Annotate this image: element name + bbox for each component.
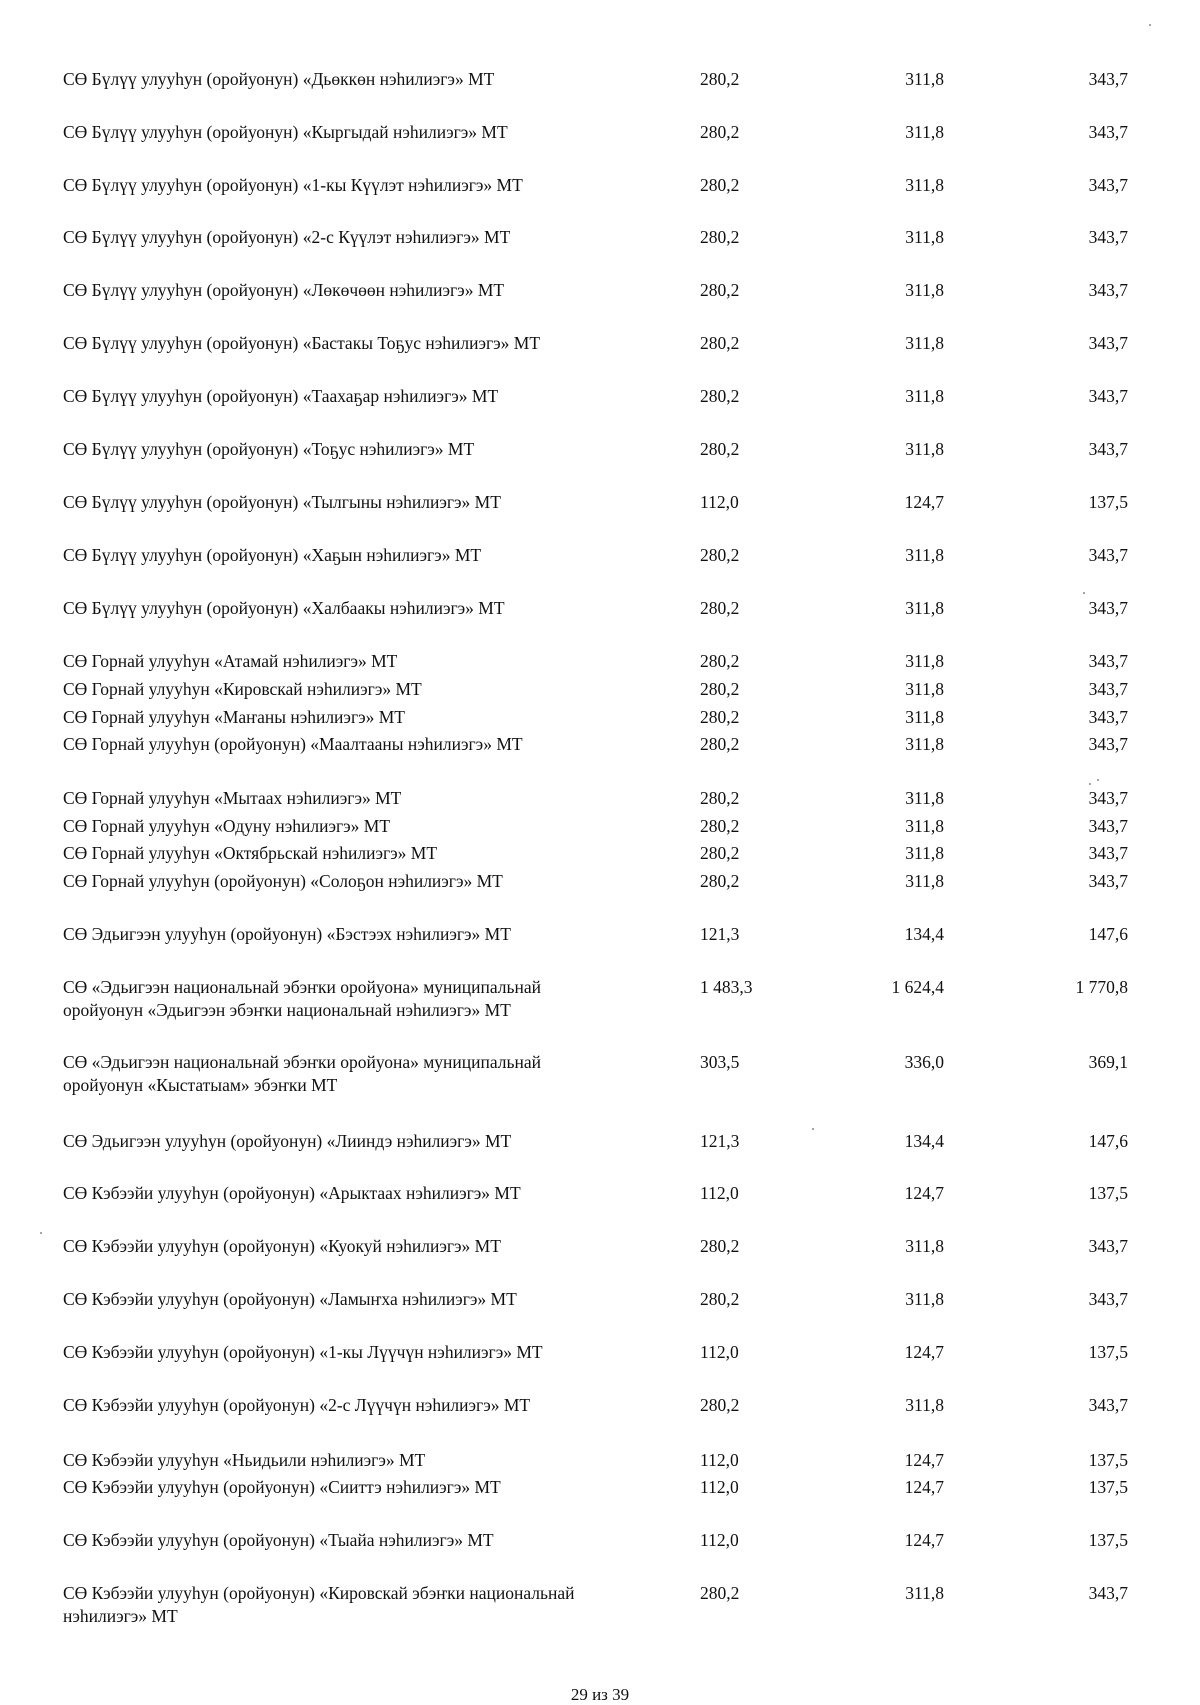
scan-speck bbox=[1089, 783, 1091, 785]
row-name: СӨ Кэбээйи улууһун (оройуонун) «Кировскай эбэҥки национальнай нэһилиэгэ» МТ bbox=[63, 1583, 575, 1626]
value-col-2: 311,8 bbox=[905, 679, 944, 699]
value-col-3: 343,7 bbox=[1088, 1289, 1128, 1309]
value-col-2: 311,8 bbox=[905, 598, 944, 618]
value-col-1: 121,3 bbox=[700, 924, 740, 944]
value-col-3: 147,6 bbox=[1088, 1131, 1128, 1151]
row-name: СӨ Бүлүү улууһун (оройуонун) «Бастакы Тоҕус нэһилиэгэ» МТ bbox=[63, 333, 541, 353]
value-col-3: 343,7 bbox=[1088, 734, 1128, 754]
value-col-3: 343,7 bbox=[1088, 843, 1128, 863]
value-col-1: 112,0 bbox=[700, 1477, 739, 1497]
value-col-3: 343,7 bbox=[1088, 545, 1128, 565]
row-name: СӨ Кэбээйи улууһун «Ньидьили нэһилиэгэ» МТ bbox=[63, 1450, 426, 1470]
row-name: СӨ «Эдьигээн национальнай эбэҥки оройуона» муниципальнай оройуонун «Кыстатыам» эбэҥки МТ bbox=[63, 1052, 542, 1095]
value-col-2: 311,8 bbox=[905, 816, 944, 836]
row-name: СӨ Кэбээйи улууһун (оройуонун) «Сииттэ нэһилиэгэ» МТ bbox=[63, 1477, 501, 1497]
value-col-3: 343,7 bbox=[1088, 598, 1128, 618]
value-col-2: 124,7 bbox=[904, 492, 944, 512]
value-col-1: 280,2 bbox=[700, 679, 740, 699]
value-col-3: 343,7 bbox=[1088, 439, 1128, 459]
value-col-3: 343,7 bbox=[1088, 816, 1128, 836]
value-col-1: 303,5 bbox=[700, 1052, 740, 1072]
value-col-3: 343,7 bbox=[1088, 69, 1128, 89]
value-col-3: 343,7 bbox=[1088, 1236, 1128, 1256]
value-col-1: 1 483,3 bbox=[700, 977, 753, 997]
value-col-1: 280,2 bbox=[700, 545, 740, 565]
value-col-1: 280,2 bbox=[700, 734, 740, 754]
row-name: СӨ Горнай улууһун «Кировскай нэһилиэгэ» МТ bbox=[63, 679, 422, 699]
value-col-1: 280,2 bbox=[700, 651, 740, 671]
value-col-2: 124,7 bbox=[904, 1477, 944, 1497]
row-name: СӨ «Эдьигээн национальнай эбэҥки оройуона» муниципальнай оройуонун «Эдьигээн эбэҥки национальнай нэһилиэгэ» МТ bbox=[63, 977, 542, 1020]
scan-speck bbox=[40, 1232, 42, 1234]
value-col-2: 311,8 bbox=[905, 707, 944, 727]
value-col-2: 311,8 bbox=[905, 69, 944, 89]
value-col-1: 280,2 bbox=[700, 788, 740, 808]
row-name: СӨ Бүлүү улууһун (оройуонун) «Тылгыны нэһилиэгэ» МТ bbox=[63, 492, 501, 512]
value-col-1: 112,0 bbox=[700, 1342, 739, 1362]
row-name: СӨ Бүлүү улууһун (оройуонун) «Лөкөчөөн нэһилиэгэ» МТ bbox=[63, 280, 505, 300]
value-col-1: 280,2 bbox=[700, 280, 740, 300]
scan-speck bbox=[1083, 592, 1085, 594]
value-col-1: 280,2 bbox=[700, 439, 740, 459]
value-col-1: 280,2 bbox=[700, 843, 740, 863]
value-col-2: 311,8 bbox=[905, 1236, 944, 1256]
row-name: СӨ Бүлүү улууһун (оройуонун) «Тоҕус нэһилиэгэ» МТ bbox=[63, 439, 475, 459]
row-name: СӨ Бүлүү улууһун (оройуонун) «Халбаакы нэһилиэгэ» МТ bbox=[63, 598, 505, 618]
value-col-2: 311,8 bbox=[905, 1583, 944, 1603]
value-col-1: 112,0 bbox=[700, 492, 739, 512]
value-col-3: 343,7 bbox=[1088, 651, 1128, 671]
row-name: СӨ Кэбээйи улууһун (оройуонун) «Ламыҥха нэһилиэгэ» МТ bbox=[63, 1289, 517, 1309]
row-name: СӨ Горнай улууһун «Маҥаны нэһилиэгэ» МТ bbox=[63, 707, 406, 727]
value-col-3: 137,5 bbox=[1088, 1342, 1128, 1362]
value-col-1: 280,2 bbox=[700, 1583, 740, 1603]
value-col-2: 311,8 bbox=[905, 843, 944, 863]
row-name: СӨ Горнай улууһун (оройуонун) «Маалтааны нэһилиэгэ» МТ bbox=[63, 734, 523, 754]
value-col-3: 343,7 bbox=[1088, 227, 1128, 247]
value-col-2: 311,8 bbox=[905, 439, 944, 459]
value-col-1: 112,0 bbox=[700, 1530, 739, 1550]
value-col-1: 280,2 bbox=[700, 333, 740, 353]
value-col-2: 1 624,4 bbox=[891, 977, 944, 997]
value-col-2: 311,8 bbox=[905, 386, 944, 406]
value-col-1: 112,0 bbox=[700, 1183, 739, 1203]
scan-speck bbox=[812, 1128, 814, 1130]
row-name: СӨ Бүлүү улууһун (оройуонун) «1-кы Күүлэт нэһилиэгэ» МТ bbox=[63, 175, 523, 195]
value-col-2: 311,8 bbox=[905, 651, 944, 671]
value-col-3: 137,5 bbox=[1088, 1450, 1128, 1470]
value-col-1: 280,2 bbox=[700, 227, 740, 247]
value-col-3: 343,7 bbox=[1088, 386, 1128, 406]
value-col-2: 311,8 bbox=[905, 333, 944, 353]
row-name: СӨ Бүлүү улууһун (оройуонун) «Хаҕын нэһилиэгэ» МТ bbox=[63, 545, 482, 565]
row-name: СӨ Кэбээйи улууһун (оройуонун) «Арыктаах нэһилиэгэ» МТ bbox=[63, 1183, 521, 1203]
row-name: СӨ Бүлүү улууһун (оройуонун) «2-с Күүлэт нэһилиэгэ» МТ bbox=[63, 227, 511, 247]
page-number: 29 из 39 bbox=[570, 1685, 630, 1704]
value-col-3: 137,5 bbox=[1088, 1477, 1128, 1497]
value-col-3: 369,1 bbox=[1088, 1052, 1128, 1072]
row-name: СӨ Эдьигээн улууһун (оройуонун) «Лииндэ нэһилиэгэ» МТ bbox=[63, 1131, 512, 1151]
row-name: СӨ Кэбээйи улууһун (оройуонун) «Куокуй нэһилиэгэ» МТ bbox=[63, 1236, 501, 1256]
value-col-1: 112,0 bbox=[700, 1450, 739, 1470]
value-col-3: 343,7 bbox=[1088, 280, 1128, 300]
row-name: СӨ Кэбээйи улууһун (оройуонун) «2-с Лүүчүн нэһилиэгэ» МТ bbox=[63, 1395, 531, 1415]
row-name: СӨ Горнай улууһун (оройуонун) «Солоҕон нэһилиэгэ» МТ bbox=[63, 871, 503, 891]
value-col-3: 343,7 bbox=[1088, 333, 1128, 353]
row-name: СӨ Горнай улууһун «Атамай нэһилиэгэ» МТ bbox=[63, 651, 398, 671]
value-col-2: 311,8 bbox=[905, 545, 944, 565]
value-col-2: 124,7 bbox=[904, 1342, 944, 1362]
row-name: СӨ Бүлүү улууһун (оройуонун) «Дьөккөн нэһилиэгэ» МТ bbox=[63, 69, 495, 89]
value-col-2: 311,8 bbox=[905, 1395, 944, 1415]
value-col-3: 147,6 bbox=[1088, 924, 1128, 944]
value-col-3: 137,5 bbox=[1088, 1530, 1128, 1550]
row-name: СӨ Кэбээйи улууһун (оройуонун) «1-кы Лүүчүн нэһилиэгэ» МТ bbox=[63, 1342, 543, 1362]
value-col-1: 280,2 bbox=[700, 175, 740, 195]
value-col-3: 343,7 bbox=[1088, 175, 1128, 195]
row-name: СӨ Горнай улууһун «Одуну нэһилиэгэ» МТ bbox=[63, 816, 391, 836]
value-col-3: 137,5 bbox=[1088, 492, 1128, 512]
value-col-1: 121,3 bbox=[700, 1131, 740, 1151]
value-col-2: 311,8 bbox=[905, 227, 944, 247]
value-col-1: 280,2 bbox=[700, 122, 740, 142]
scan-speck bbox=[1149, 24, 1151, 26]
value-col-1: 280,2 bbox=[700, 871, 740, 891]
value-col-2: 311,8 bbox=[905, 871, 944, 891]
value-col-3: 343,7 bbox=[1088, 871, 1128, 891]
value-col-2: 311,8 bbox=[905, 1289, 944, 1309]
scan-speck bbox=[1097, 779, 1099, 781]
value-col-2: 311,8 bbox=[905, 280, 944, 300]
row-name: СӨ Горнай улууһун «Октябрьскай нэһилиэгэ» МТ bbox=[63, 843, 438, 863]
value-col-3: 343,7 bbox=[1088, 122, 1128, 142]
value-col-1: 280,2 bbox=[700, 1395, 740, 1415]
value-col-2: 311,8 bbox=[905, 734, 944, 754]
value-col-2: 336,0 bbox=[904, 1052, 944, 1072]
value-col-2: 311,8 bbox=[905, 175, 944, 195]
value-col-1: 280,2 bbox=[700, 707, 740, 727]
value-col-3: 343,7 bbox=[1088, 788, 1128, 808]
value-col-2: 311,8 bbox=[905, 788, 944, 808]
value-col-3: 137,5 bbox=[1088, 1183, 1128, 1203]
value-col-3: 343,7 bbox=[1088, 707, 1128, 727]
row-name: СӨ Кэбээйи улууһун (оройуонун) «Тыайа нэһилиэгэ» МТ bbox=[63, 1530, 494, 1550]
value-col-3: 343,7 bbox=[1088, 1583, 1128, 1603]
row-name: СӨ Бүлүү улууһун (оройуонун) «Кыргыдай нэһилиэгэ» МТ bbox=[63, 122, 508, 142]
value-col-1: 280,2 bbox=[700, 598, 740, 618]
value-col-3: 1 770,8 bbox=[1075, 977, 1128, 997]
value-col-2: 124,7 bbox=[904, 1450, 944, 1470]
value-col-1: 280,2 bbox=[700, 1236, 740, 1256]
value-col-1: 280,2 bbox=[700, 386, 740, 406]
value-col-2: 124,7 bbox=[904, 1530, 944, 1550]
value-col-2: 134,4 bbox=[904, 924, 944, 944]
value-col-2: 134,4 bbox=[904, 1131, 944, 1151]
row-name: СӨ Эдьигээн улууһун (оройуонун) «Бэстээх нэһилиэгэ» МТ bbox=[63, 924, 511, 944]
value-col-2: 311,8 bbox=[905, 122, 944, 142]
value-col-1: 280,2 bbox=[700, 69, 740, 89]
value-col-3: 343,7 bbox=[1088, 1395, 1128, 1415]
row-name: СӨ Бүлүү улууһун (оройуонун) «Таахаҕар нэһилиэгэ» МТ bbox=[63, 386, 499, 406]
value-col-3: 343,7 bbox=[1088, 679, 1128, 699]
value-col-2: 124,7 bbox=[904, 1183, 944, 1203]
row-name: СӨ Горнай улууһун «Мытаах нэһилиэгэ» МТ bbox=[63, 788, 402, 808]
value-col-1: 280,2 bbox=[700, 816, 740, 836]
value-col-1: 280,2 bbox=[700, 1289, 740, 1309]
